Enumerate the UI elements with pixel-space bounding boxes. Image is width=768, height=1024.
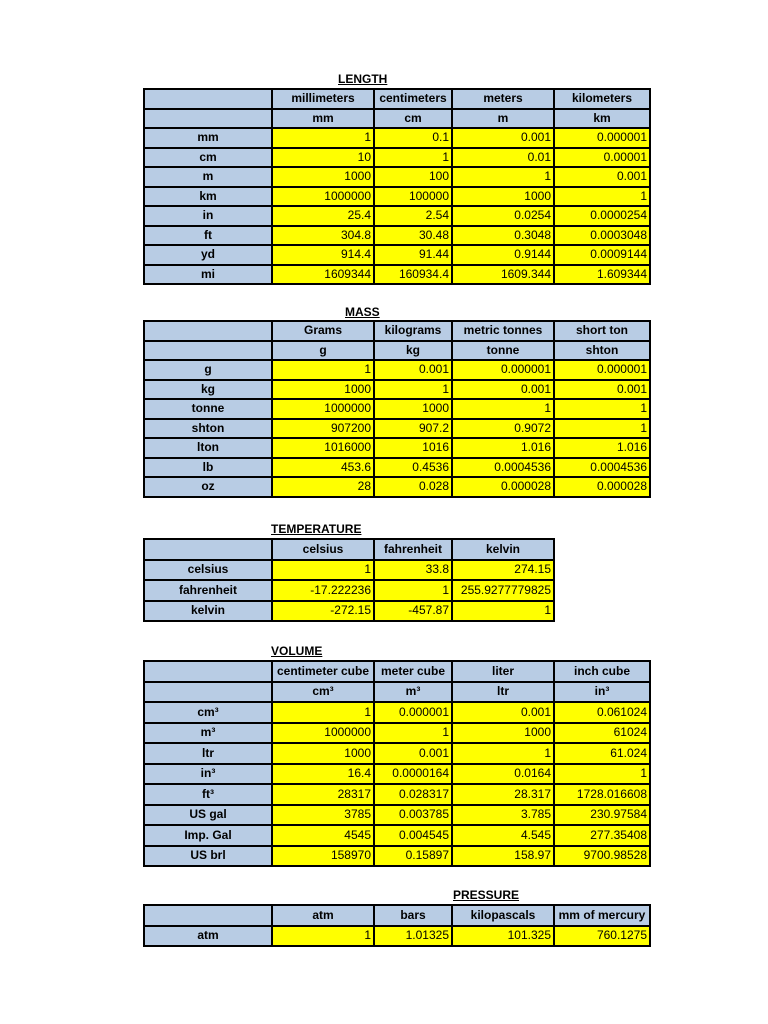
volume-value-cell: 9700.98528: [554, 846, 650, 867]
mass-row-label: g: [144, 360, 272, 380]
volume-value-cell: 61.024: [554, 743, 650, 764]
length-table: [143, 88, 651, 285]
volume-value-cell: 1000: [272, 743, 374, 764]
mass-value-cell: 0.000028: [554, 477, 650, 497]
mass-column-header: kilograms: [374, 321, 452, 341]
volume-corner-cell: [144, 682, 272, 703]
length-value-cell: 0.0003048: [554, 226, 650, 246]
length-value-cell: 0.0254: [452, 206, 554, 226]
length-value-cell: 0.0000254: [554, 206, 650, 226]
length-value-cell: 1609344: [272, 265, 374, 285]
volume-value-cell: 1: [374, 723, 452, 744]
length-unit-row: [144, 109, 650, 129]
temperature-row-label: fahrenheit: [144, 580, 272, 601]
length-header-row: [144, 89, 650, 109]
volume-value-cell: 0.15897: [374, 846, 452, 867]
volume-value-cell: 0.001: [452, 702, 554, 723]
volume-column-header: centimeter cube: [272, 661, 374, 682]
volume-row-label: m³: [144, 723, 272, 744]
volume-header-row: [144, 661, 650, 682]
mass-header-row: [144, 321, 650, 341]
mass-value-cell: 1.016: [452, 438, 554, 458]
pressure-row-label: atm: [144, 926, 272, 947]
mass-table-row: [144, 399, 650, 419]
length-value-cell: 304.8: [272, 226, 374, 246]
volume-value-cell: 1728.016608: [554, 784, 650, 805]
volume-value-cell: 3785: [272, 805, 374, 826]
volume-row-label: cm³: [144, 702, 272, 723]
length-column-header: centimeters: [374, 89, 452, 109]
mass-value-cell: 1.016: [554, 438, 650, 458]
volume-value-cell: 0.004545: [374, 825, 452, 846]
pressure-value-cell: 1.01325: [374, 926, 452, 947]
mass-value-cell: 0.001: [374, 360, 452, 380]
temperature-header-row: [144, 539, 554, 560]
length-row-label: mm: [144, 128, 272, 148]
volume-table-row: [144, 702, 650, 723]
pressure-value-cell: 760.1275: [554, 926, 650, 947]
volume-table-row: [144, 743, 650, 764]
mass-value-cell: 0.001: [554, 380, 650, 400]
mass-unit-header: kg: [374, 341, 452, 361]
pressure-table-row: [144, 926, 650, 947]
temperature-value-cell: 1: [374, 580, 452, 601]
volume-value-cell: 61024: [554, 723, 650, 744]
volume-value-cell: 0.0000164: [374, 764, 452, 785]
volume-value-cell: 158970: [272, 846, 374, 867]
length-value-cell: 0.00001: [554, 148, 650, 168]
length-title: LENGTH: [338, 72, 388, 86]
volume-value-cell: 158.97: [452, 846, 554, 867]
length-value-cell: 1: [272, 128, 374, 148]
volume-value-cell: 0.001: [374, 743, 452, 764]
mass-title: MASS: [345, 305, 380, 319]
temperature-value-cell: 33.8: [374, 560, 452, 581]
mass-value-cell: 1: [374, 380, 452, 400]
length-unit-header: cm: [374, 109, 452, 129]
length-table-row: [144, 148, 650, 168]
mass-value-cell: 1: [554, 399, 650, 419]
mass-value-cell: 1016: [374, 438, 452, 458]
temperature-column-header: kelvin: [452, 539, 554, 560]
mass-table-row: [144, 438, 650, 458]
length-value-cell: 0.9144: [452, 245, 554, 265]
mass-value-cell: 1000000: [272, 399, 374, 419]
length-value-cell: 0.001: [554, 167, 650, 187]
length-value-cell: 100: [374, 167, 452, 187]
volume-table-row: [144, 846, 650, 867]
mass-value-cell: 0.000001: [554, 360, 650, 380]
mass-row-label: tonne: [144, 399, 272, 419]
length-value-cell: 1000000: [272, 187, 374, 207]
length-table-row: [144, 128, 650, 148]
mass-value-cell: 1: [452, 399, 554, 419]
mass-value-cell: 0.9072: [452, 419, 554, 439]
mass-value-cell: 1: [554, 419, 650, 439]
volume-table: [143, 660, 651, 867]
length-table-row: [144, 265, 650, 285]
length-value-cell: 0.001: [452, 128, 554, 148]
mass-column-header: Grams: [272, 321, 374, 341]
length-value-cell: 1: [554, 187, 650, 207]
mass-value-cell: 0.4536: [374, 458, 452, 478]
length-value-cell: 1000: [272, 167, 374, 187]
volume-value-cell: 4.545: [452, 825, 554, 846]
mass-value-cell: 0.028: [374, 477, 452, 497]
volume-unit-header: ltr: [452, 682, 554, 703]
volume-row-label: in³: [144, 764, 272, 785]
volume-title: VOLUME: [271, 644, 323, 658]
mass-row-label: oz: [144, 477, 272, 497]
length-value-cell: 0.0009144: [554, 245, 650, 265]
volume-table-row: [144, 825, 650, 846]
pressure-column-header: bars: [374, 905, 452, 926]
volume-value-cell: 0.003785: [374, 805, 452, 826]
length-column-header: kilometers: [554, 89, 650, 109]
pressure-column-header: atm: [272, 905, 374, 926]
volume-value-cell: 1: [272, 702, 374, 723]
length-row-label: km: [144, 187, 272, 207]
volume-row-label: US gal: [144, 805, 272, 826]
mass-value-cell: 1016000: [272, 438, 374, 458]
length-value-cell: 100000: [374, 187, 452, 207]
length-value-cell: 30.48: [374, 226, 452, 246]
mass-value-cell: 0.0004536: [554, 458, 650, 478]
temperature-table-row: [144, 560, 554, 581]
mass-value-cell: 907200: [272, 419, 374, 439]
pressure-corner-cell: [144, 905, 272, 926]
mass-value-cell: 1000: [272, 380, 374, 400]
length-value-cell: 1000: [452, 187, 554, 207]
pressure-table: [143, 904, 651, 947]
temperature-value-cell: 1: [452, 601, 554, 622]
mass-row-label: kg: [144, 380, 272, 400]
temperature-table-row: [144, 601, 554, 622]
volume-unit-header: cm³: [272, 682, 374, 703]
volume-value-cell: 0.028317: [374, 784, 452, 805]
mass-table: [143, 320, 651, 498]
volume-unit-header: in³: [554, 682, 650, 703]
volume-unit-row: [144, 682, 650, 703]
volume-table-row: [144, 805, 650, 826]
temperature-value-cell: 274.15: [452, 560, 554, 581]
volume-table-row: [144, 784, 650, 805]
mass-table-row: [144, 380, 650, 400]
temperature-column-header: fahrenheit: [374, 539, 452, 560]
length-value-cell: 91.44: [374, 245, 452, 265]
length-table-row: [144, 187, 650, 207]
length-value-cell: 160934.4: [374, 265, 452, 285]
length-row-label: yd: [144, 245, 272, 265]
mass-table-row: [144, 477, 650, 497]
volume-value-cell: 3.785: [452, 805, 554, 826]
mass-unit-header: g: [272, 341, 374, 361]
length-corner-cell: [144, 109, 272, 129]
temperature-title: TEMPERATURE: [271, 522, 362, 536]
pressure-header-row: [144, 905, 650, 926]
temperature-table: [143, 538, 555, 622]
length-table-row: [144, 206, 650, 226]
mass-table-row: [144, 419, 650, 439]
volume-value-cell: 4545: [272, 825, 374, 846]
length-column-header: millimeters: [272, 89, 374, 109]
mass-value-cell: 0.0004536: [452, 458, 554, 478]
length-table-row: [144, 167, 650, 187]
length-unit-header: m: [452, 109, 554, 129]
length-value-cell: 0.01: [452, 148, 554, 168]
volume-value-cell: 16.4: [272, 764, 374, 785]
mass-value-cell: 0.000028: [452, 477, 554, 497]
length-value-cell: 1: [374, 148, 452, 168]
volume-unit-header: m³: [374, 682, 452, 703]
mass-row-label: shton: [144, 419, 272, 439]
length-value-cell: 0.000001: [554, 128, 650, 148]
length-row-label: in: [144, 206, 272, 226]
volume-value-cell: 0.061024: [554, 702, 650, 723]
mass-value-cell: 907.2: [374, 419, 452, 439]
mass-row-label: lton: [144, 438, 272, 458]
length-value-cell: 0.3048: [452, 226, 554, 246]
volume-row-label: US brl: [144, 846, 272, 867]
mass-value-cell: 0.000001: [452, 360, 554, 380]
volume-row-label: ft³: [144, 784, 272, 805]
length-column-header: meters: [452, 89, 554, 109]
length-value-cell: 10: [272, 148, 374, 168]
temperature-value-cell: -272.15: [272, 601, 374, 622]
mass-column-header: metric tonnes: [452, 321, 554, 341]
volume-corner-cell: [144, 661, 272, 682]
volume-value-cell: 1000000: [272, 723, 374, 744]
mass-value-cell: 28: [272, 477, 374, 497]
mass-value-cell: 1: [272, 360, 374, 380]
length-value-cell: 2.54: [374, 206, 452, 226]
mass-table-row: [144, 360, 650, 380]
length-value-cell: 0.1: [374, 128, 452, 148]
mass-row-label: lb: [144, 458, 272, 478]
volume-value-cell: 1: [554, 764, 650, 785]
length-row-label: ft: [144, 226, 272, 246]
volume-value-cell: 0.0164: [452, 764, 554, 785]
mass-unit-header: tonne: [452, 341, 554, 361]
mass-unit-row: [144, 341, 650, 361]
mass-unit-header: shton: [554, 341, 650, 361]
mass-value-cell: 453.6: [272, 458, 374, 478]
pressure-value-cell: 1: [272, 926, 374, 947]
pressure-value-cell: 101.325: [452, 926, 554, 947]
mass-corner-cell: [144, 321, 272, 341]
pressure-column-header: kilopascals: [452, 905, 554, 926]
length-row-label: m: [144, 167, 272, 187]
temperature-value-cell: -17.222236: [272, 580, 374, 601]
temperature-row-label: kelvin: [144, 601, 272, 622]
mass-column-header: short ton: [554, 321, 650, 341]
temperature-table-row: [144, 580, 554, 601]
volume-row-label: ltr: [144, 743, 272, 764]
mass-table-row: [144, 458, 650, 478]
pressure-title: PRESSURE: [453, 888, 520, 902]
length-unit-header: mm: [272, 109, 374, 129]
length-table-row: [144, 245, 650, 265]
temperature-column-header: celsius: [272, 539, 374, 560]
length-row-label: cm: [144, 148, 272, 168]
length-value-cell: 914.4: [272, 245, 374, 265]
temperature-value-cell: 1: [272, 560, 374, 581]
mass-value-cell: 1000: [374, 399, 452, 419]
volume-value-cell: 28.317: [452, 784, 554, 805]
volume-column-header: meter cube: [374, 661, 452, 682]
temperature-value-cell: 255.9277779825: [452, 580, 554, 601]
volume-value-cell: 230.97584: [554, 805, 650, 826]
volume-value-cell: 1: [452, 743, 554, 764]
length-corner-cell: [144, 89, 272, 109]
length-value-cell: 25.4: [272, 206, 374, 226]
temperature-corner-cell: [144, 539, 272, 560]
volume-value-cell: 0.000001: [374, 702, 452, 723]
volume-row-label: Imp. Gal: [144, 825, 272, 846]
length-table-row: [144, 226, 650, 246]
mass-value-cell: 0.001: [452, 380, 554, 400]
temperature-row-label: celsius: [144, 560, 272, 581]
volume-value-cell: 1000: [452, 723, 554, 744]
volume-column-header: inch cube: [554, 661, 650, 682]
volume-column-header: liter: [452, 661, 554, 682]
temperature-value-cell: -457.87: [374, 601, 452, 622]
mass-corner-cell: [144, 341, 272, 361]
volume-value-cell: 277.35408: [554, 825, 650, 846]
volume-table-row: [144, 723, 650, 744]
length-row-label: mi: [144, 265, 272, 285]
length-value-cell: 1: [452, 167, 554, 187]
length-value-cell: 1.609344: [554, 265, 650, 285]
volume-table-row: [144, 764, 650, 785]
pressure-column-header: mm of mercury: [554, 905, 650, 926]
length-unit-header: km: [554, 109, 650, 129]
length-value-cell: 1609.344: [452, 265, 554, 285]
volume-value-cell: 28317: [272, 784, 374, 805]
